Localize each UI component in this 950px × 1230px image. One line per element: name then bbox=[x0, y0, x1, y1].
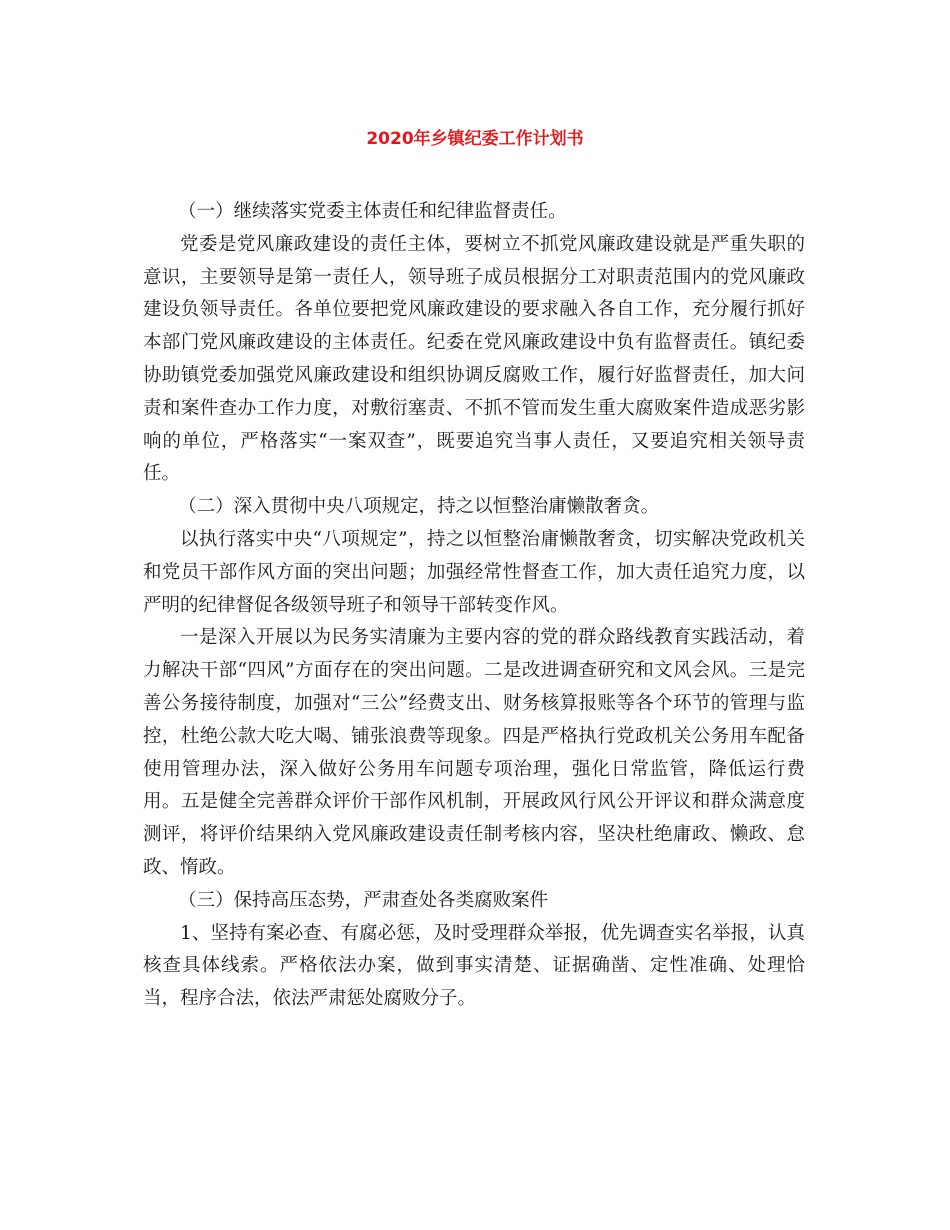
paragraph-1: 党委是党风廉政建设的责任主体，要树立不抓党风廉政建设就是严重失职的意识，主要领导是第一责任人，领导班子成员根据分工对职责范围内的党风廉政建设负领导责任。各单位要把党风廉政建设的要求融入各自工作，充分履行抓好本部门党风廉政建设的主体责任。纪委在党风廉政建设中负有监督责任。镇纪委协助镇党委加强党风廉政建设和组织协调反腐败工作，履行好监督责任，加大问责和案件查办工作力度，对敷衍塞责、不抓不管而发生重大腐败案件造成恶劣影响的单位，严格落实“一案双查”，既要追究当事人责任，又要追究相关领导责任。 bbox=[143, 233, 805, 485]
document-title: 2020年乡镇纪委工作计划书 bbox=[366, 129, 584, 149]
section-heading-1: （一）继续落实党委主体责任和纪律监督责任。 bbox=[178, 201, 567, 222]
paragraph-2: 以执行落实中央“八项规定”，持之以恒整治庸懒散奢贪，切实解决党政机关和党员干部作风方面的突出问题；加强经常性督查工作，加大责任追究力度，以严明的纪律督促各级领导班子和领导干部转变作风。 bbox=[143, 528, 805, 616]
paragraph-4: 1、坚持有案必查、有腐必惩，及时受理群众举报，优先调查实名举报，认真核查具体线索。严格依法办案，做到事实清楚、证据确凿、定性准确、处理恰当，程序合法，依法严肃惩处腐败分子。 bbox=[143, 922, 805, 1010]
section-heading-3: （三）保持高压态势，严肃查处各类腐败案件 bbox=[178, 889, 549, 911]
section-heading-2: （二）深入贯彻中央八项规定，持之以恒整治庸懒散奢贪。 bbox=[178, 496, 660, 518]
document-body bbox=[143, 196, 805, 1016]
paragraph-3: 一是深入开展以为民务实清廉为主要内容的党的群众路线教育实践活动，着力解决干部“四风”方面存在的突出问题。二是改进调查研究和文风会风。三是完善公务接待制度，加强对“三公”经费支出、财务核算报账等各个环节的管理与监控，杜绝公款大吃大喝、铺张浪费等现象。四是严格执行党政机关公务用车配备使用管理办法，深入做好公务用车问题专项治理，强化日常监管，降低运行费用。五是健全完善群众评价干部作风机制，开展政风行风公开评议和群众满意度测评，将评价结果纳入党风廉政建设责任制考核内容，坚决杜绝庸政、懒政、怠政、惰政。 bbox=[143, 627, 805, 878]
